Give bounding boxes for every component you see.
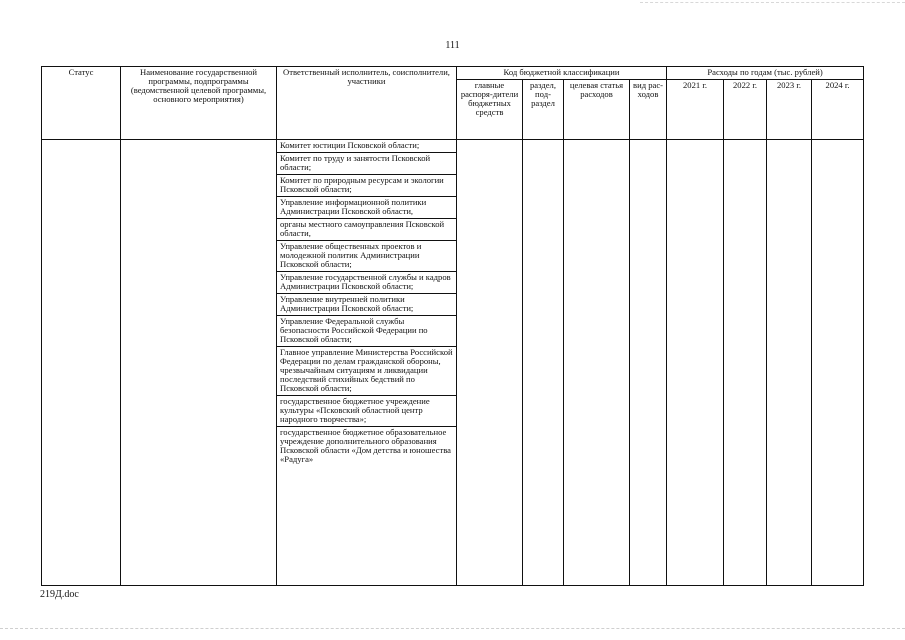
executor-cell	[277, 140, 457, 586]
header-expense-type: вид рас-ходов	[630, 80, 667, 140]
scan-edge-top	[640, 2, 905, 3]
section-cell	[523, 140, 564, 586]
status-cell	[42, 140, 121, 586]
header-expenses: Расходы по годам (тыс. рублей)	[667, 67, 864, 80]
document-file-label: 219Д.doc	[40, 589, 79, 600]
scan-edge-bottom	[0, 628, 905, 629]
year-2022-cell	[724, 140, 767, 586]
target-article-cell	[564, 140, 630, 586]
executor-entry: Управление Федеральной службы безопасности Российской Федерации по Псковской области;	[277, 316, 456, 347]
header-executor: Ответственный исполнитель, соисполнители, участники	[277, 67, 457, 140]
executor-entry: государственное бюджетное учреждение культуры «Псковский областной центр народного творчества»;	[277, 396, 456, 427]
header-program-name: Наименование государственной программы, подпрограммы (ведомственной целевой программы, основного мероприятия)	[121, 67, 277, 140]
budget-table	[41, 66, 864, 586]
executor-entry: Главное управление Министерства Российской Федерации по делам гражданской обороны, чрезвычайным ситуациям и ликвидации последствий стихийных бедствий по Псковской области;	[277, 347, 456, 396]
header-main-managers: главные распоря-дители бюджетных средств	[457, 80, 523, 140]
executor-entry: Управление общественных проектов и молодежной политик Администрации Псковской области;	[277, 241, 456, 272]
executor-entry: Комитет по труду и занятости Псковской области;	[277, 153, 456, 175]
header-budget-code: Код бюджетной классификации	[457, 67, 667, 80]
executor-list	[277, 140, 456, 466]
year-2024-cell	[812, 140, 864, 586]
executor-entry: Управление информационной политики Администрации Псковской области,	[277, 197, 456, 219]
header-target-article: целевая статья расходов	[564, 80, 630, 140]
program-name-cell	[121, 140, 277, 586]
header-year-2023: 2023 г.	[767, 80, 812, 140]
year-2021-cell	[667, 140, 724, 586]
header-section: раздел, под-раздел	[523, 80, 564, 140]
header-status: Статус	[42, 67, 121, 140]
executor-entry: государственное бюджетное образовательное учреждение дополнительного образования Псковской области «Дом детства и юношества «Радуга»	[280, 427, 451, 465]
executor-entry: органы местного самоуправления Псковской области,	[277, 219, 456, 241]
header-year-2022: 2022 г.	[724, 80, 767, 140]
header-year-2024: 2024 г.	[812, 80, 864, 140]
executor-entry: Управление государственной службы и кадров Администрации Псковской области;	[277, 272, 456, 294]
executor-entry: Комитет юстиции Псковской области;	[277, 140, 456, 153]
page-number: 111	[445, 40, 460, 51]
table-row	[42, 140, 864, 586]
main-managers-cell	[457, 140, 523, 586]
year-2023-cell	[767, 140, 812, 586]
executor-entry: Комитет по природным ресурсам и экологии Псковской области;	[277, 175, 456, 197]
expense-type-cell	[630, 140, 667, 586]
executor-entry: Управление внутренней политики Администрации Псковской области;	[277, 294, 456, 316]
header-year-2021: 2021 г.	[667, 80, 724, 140]
